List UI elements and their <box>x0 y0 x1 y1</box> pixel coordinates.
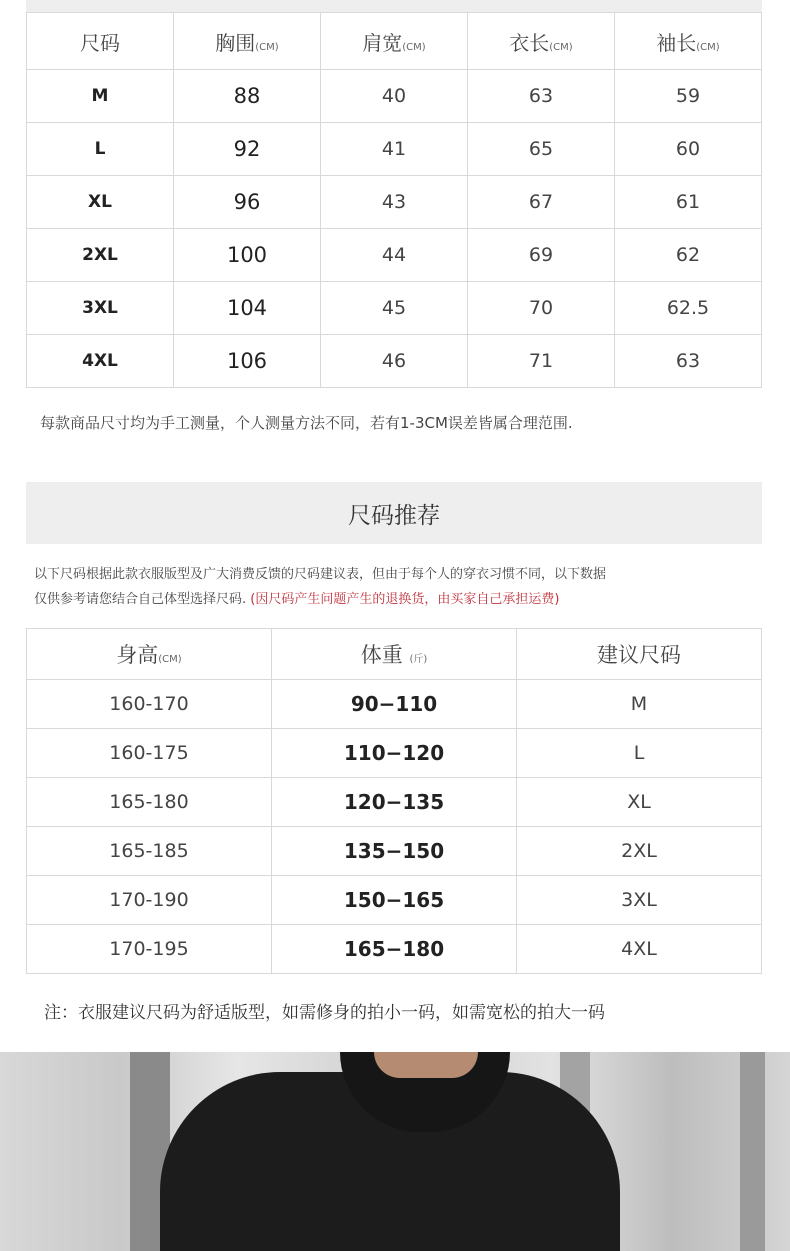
header-chest <box>174 13 321 70</box>
intro-line-2-text: 仅供参考请您结合自己体型选择尺码. <box>34 592 247 607</box>
sleeve-cell: 62 <box>615 229 762 282</box>
weight-cell: 120−135 <box>272 778 517 827</box>
table-row <box>27 176 762 229</box>
weight-cell: 150−165 <box>272 876 517 925</box>
table-row <box>27 282 762 335</box>
shoulder-cell: 43 <box>321 176 468 229</box>
model-chin <box>374 1052 478 1078</box>
table-row <box>27 729 762 778</box>
header-weight <box>272 629 517 680</box>
sleeve-cell: 63 <box>615 335 762 388</box>
length-cell: 67 <box>468 176 615 229</box>
weight-cell: 90−110 <box>272 680 517 729</box>
header-unit: (CM) <box>402 41 426 53</box>
height-cell: 165-180 <box>27 778 272 827</box>
chest-cell: 88 <box>174 70 321 123</box>
return-policy-note: (因尺码产生问题产生的退换货，由买家自己承担运费) <box>250 592 560 607</box>
size-cell: 2XL <box>27 229 174 282</box>
size-cell: L <box>27 123 174 176</box>
suggested-size-cell: 3XL <box>517 876 762 925</box>
suggested-size-cell: 4XL <box>517 925 762 974</box>
measurement-note: 每款商品尺寸均为手工测量，个人测量方法不同，若有1-3CM误差皆属合理范围. <box>40 414 573 432</box>
header-length <box>468 13 615 70</box>
weight-cell: 110−120 <box>272 729 517 778</box>
size-chart-header-row <box>27 13 762 70</box>
size-recommendation-title: 尺码推荐 <box>26 482 762 544</box>
header-unit: (CM) <box>549 41 573 53</box>
height-cell: 160-175 <box>27 729 272 778</box>
chest-cell: 100 <box>174 229 321 282</box>
table-row <box>27 876 762 925</box>
top-header-strip <box>26 0 762 12</box>
header-unit: (斤) <box>409 654 428 665</box>
table-row <box>27 778 762 827</box>
chest-cell: 106 <box>174 335 321 388</box>
header-unit: (CM) <box>696 41 720 53</box>
header-size <box>27 13 174 70</box>
length-cell: 63 <box>468 70 615 123</box>
shoulder-cell: 44 <box>321 229 468 282</box>
shoulder-cell: 41 <box>321 123 468 176</box>
table-row <box>27 827 762 876</box>
sleeve-cell: 59 <box>615 70 762 123</box>
size-cell: 3XL <box>27 282 174 335</box>
suggested-size-cell: M <box>517 680 762 729</box>
height-cell: 165-185 <box>27 827 272 876</box>
intro-line-1: 以下尺码根据此款衣服版型及广大消费反馈的尺码建议表，但由于每个人的穿衣习惯不同，以下数据 <box>34 567 607 582</box>
chest-cell: 96 <box>174 176 321 229</box>
size-cell: XL <box>27 176 174 229</box>
header-label: 体重 <box>360 643 403 667</box>
header-label: 衣长 <box>509 30 550 55</box>
sleeve-cell: 61 <box>615 176 762 229</box>
recommendation-table <box>26 628 762 974</box>
sleeve-cell: 62.5 <box>615 282 762 335</box>
weight-cell: 135−150 <box>272 827 517 876</box>
header-label: 尺码 <box>80 30 120 55</box>
header-label: 建议尺码 <box>597 643 681 667</box>
intro-line-2 <box>34 587 764 612</box>
header-height <box>27 629 272 680</box>
length-cell: 69 <box>468 229 615 282</box>
background-pillar <box>740 1052 765 1251</box>
product-photo <box>0 1052 790 1251</box>
height-cell: 170-190 <box>27 876 272 925</box>
sleeve-cell: 60 <box>615 123 762 176</box>
header-shoulder <box>321 13 468 70</box>
length-cell: 65 <box>468 123 615 176</box>
recommendation-intro <box>34 562 764 612</box>
height-cell: 170-195 <box>27 925 272 974</box>
header-unit: (CM) <box>158 654 182 665</box>
suggested-size-cell: XL <box>517 778 762 827</box>
size-cell: 4XL <box>27 335 174 388</box>
table-row <box>27 335 762 388</box>
length-cell: 71 <box>468 335 615 388</box>
length-cell: 70 <box>468 282 615 335</box>
fit-note: 注：衣服建议尺码为舒适版型，如需修身的拍小一码，如需宽松的拍大一码 <box>44 1003 605 1023</box>
weight-cell: 165−180 <box>272 925 517 974</box>
table-row <box>27 229 762 282</box>
recommendation-header-row <box>27 629 762 680</box>
header-unit: (CM) <box>255 41 279 53</box>
shoulder-cell: 45 <box>321 282 468 335</box>
header-sleeve <box>615 13 762 70</box>
table-row <box>27 680 762 729</box>
chest-cell: 104 <box>174 282 321 335</box>
height-cell: 160-170 <box>27 680 272 729</box>
table-row <box>27 70 762 123</box>
suggested-size-cell: L <box>517 729 762 778</box>
size-cell: M <box>27 70 174 123</box>
suggested-size-cell: 2XL <box>517 827 762 876</box>
table-row <box>27 123 762 176</box>
header-suggested-size <box>517 629 762 680</box>
chest-cell: 92 <box>174 123 321 176</box>
table-row <box>27 925 762 974</box>
header-label: 袖长 <box>656 30 697 55</box>
shoulder-cell: 46 <box>321 335 468 388</box>
shoulder-cell: 40 <box>321 70 468 123</box>
header-label: 肩宽 <box>362 30 403 55</box>
header-label: 身高 <box>116 643 159 667</box>
size-chart-table <box>26 12 762 388</box>
header-label: 胸围 <box>215 30 256 55</box>
